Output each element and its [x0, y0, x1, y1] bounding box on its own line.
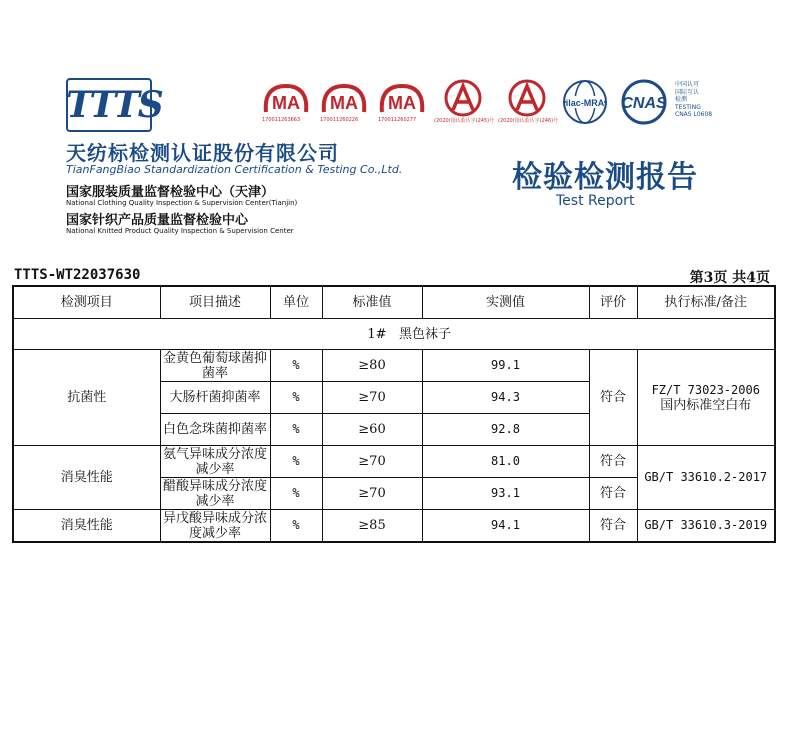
cell-evaluation: 符合: [589, 350, 637, 446]
cal-mark-1: [440, 78, 486, 118]
table-row: [13, 510, 775, 543]
cnas-logo: [614, 78, 674, 126]
cnas-side-line: 国际互认: [675, 88, 700, 96]
remark-note: 国内标准空白布: [660, 397, 752, 413]
cnas-side-line: TESTING: [675, 103, 701, 111]
header-standard: 标准值: [322, 286, 422, 319]
svg-text:MA: MA: [272, 93, 300, 113]
cma-mark-1: [262, 82, 310, 116]
cma-mark-2: [320, 82, 368, 116]
table-row: [13, 446, 775, 478]
cell-evaluation: 符合: [589, 446, 637, 478]
cell-evaluation: 符合: [589, 478, 637, 510]
cell-unit: %: [270, 414, 322, 446]
cal-caption-2: (2020)国认监认字(246)号: [498, 118, 559, 124]
cma-mark-3: [378, 82, 426, 116]
sample-name: 黑色袜子: [398, 326, 451, 342]
cell-unit: %: [270, 478, 322, 510]
cnas-side-line: CNAS L0608: [675, 111, 713, 118]
cal-caption-1: (2020)国认监认字(245)号: [434, 118, 495, 124]
center2-name-en: National Knitted Product Quality Inspection & Supervision Center: [66, 227, 294, 235]
cell-description: 白色念珠菌抑菌率: [160, 414, 270, 446]
cell-unit: %: [270, 446, 322, 478]
cma-caption-1: 170011263663: [262, 117, 301, 123]
center1-name-zh: 国家服装质量监督检验中心（天津）: [66, 185, 275, 200]
svg-text:MA: MA: [330, 93, 358, 113]
sample-row: [13, 319, 775, 350]
cell-standard: ≥70: [322, 478, 422, 510]
cma-caption-3: 170011260277: [378, 117, 417, 123]
result-table: [12, 285, 776, 543]
report-title-zh: 检验检测报告: [512, 160, 698, 195]
cell-measured: 94.3: [422, 382, 589, 414]
table-header-row: [13, 286, 775, 319]
cell-standard: ≥70: [322, 382, 422, 414]
cell-unit: %: [270, 510, 322, 543]
cell-description: 氨气异味成分浓度减少率: [160, 446, 270, 478]
cell-unit: %: [270, 382, 322, 414]
report-title-en: Test Report: [556, 193, 635, 209]
cell-description: 大肠杆菌抑菌率: [160, 382, 270, 414]
cell-item: 消臭性能: [13, 510, 160, 543]
cell-measured: 94.1: [422, 510, 589, 543]
ilac-label: ilac-MRA: [565, 98, 605, 108]
cma-caption-2: 170011260226: [320, 117, 359, 123]
header-item: 检测项目: [13, 286, 160, 319]
ilac-mra-logo: [562, 78, 608, 126]
cnas-label: CNAS: [621, 95, 667, 112]
cell-item: 抗菌性: [13, 350, 160, 446]
center2-name-zh: 国家针织产品质量监督检验中心: [66, 213, 249, 228]
logo-text: TTTS: [66, 84, 162, 126]
cell-description: 金黄色葡萄球菌抑菌率: [160, 350, 270, 382]
company-name-en: TianFangBiao Standardization Certification & Testing Co.,Ltd.: [66, 163, 403, 176]
header-evaluation: 评价: [589, 286, 637, 319]
page-number: 第3页 共4页: [689, 270, 770, 286]
header-remark: 执行标准/备注: [637, 286, 775, 319]
cell-evaluation: 符合: [589, 510, 637, 543]
report-id: TTTS-WT22037630: [14, 267, 141, 283]
cell-standard: ≥60: [322, 414, 422, 446]
cell-remark: GB/T 33610.2-2017: [637, 446, 775, 510]
cell-standard: ≥70: [322, 446, 422, 478]
sample-cell: [13, 319, 775, 350]
cnas-side-line: 中国认可: [675, 81, 700, 88]
cell-description: 醋酸异味成分浓度减少率: [160, 478, 270, 510]
cell-standard: ≥85: [322, 510, 422, 543]
cell-remark: GB/T 33610.3-2019: [637, 510, 775, 543]
cell-item: 消臭性能: [13, 446, 160, 510]
cell-standard: ≥80: [322, 350, 422, 382]
cnas-side-line: 检测: [675, 96, 688, 103]
table-row: [13, 350, 775, 382]
cell-measured: 92.8: [422, 414, 589, 446]
cnas-side-text: [675, 81, 712, 119]
cell-description: 异戊酸异味成分浓度减少率: [160, 510, 270, 543]
cell-measured: 99.1: [422, 350, 589, 382]
header-description: 项目描述: [160, 286, 270, 319]
svg-text:MA: MA: [388, 93, 416, 113]
header-unit: 单位: [270, 286, 322, 319]
cell-measured: 81.0: [422, 446, 589, 478]
cell-unit: %: [270, 350, 322, 382]
remark-standard: FZ/T 73023-2006: [651, 382, 760, 397]
center1-name-en: National Clothing Quality Inspection & Supervision Center(Tianjin): [66, 199, 298, 207]
cal-mark-2: [504, 78, 550, 118]
header-measured: 实测值: [422, 286, 589, 319]
sample-number: 1#: [367, 326, 387, 342]
company-name-zh: 天纺标检测认证股份有限公司: [66, 141, 339, 165]
cell-remark: [637, 350, 775, 446]
cell-measured: 93.1: [422, 478, 589, 510]
